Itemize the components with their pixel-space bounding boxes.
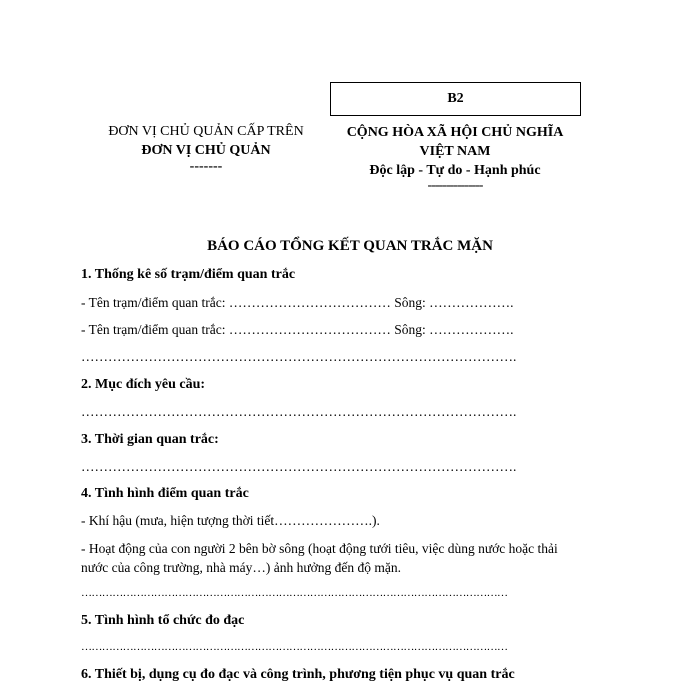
section-4-activity-line-cont: nước của công trường, nhà máy…) ảnh hưởng đến độ mặn. (81, 560, 402, 575)
section-1-fill-line: ……………………………………………………………………………………. (81, 349, 517, 364)
section-4-heading: 4. Tình hình điểm quan trắc (81, 486, 249, 501)
parent-agency-name: ĐƠN VỊ CHỦ QUẢN CẤP TRÊN (108, 124, 304, 139)
form-code: B2 (447, 91, 464, 106)
section-5-heading: 5. Tình hình tổ chức đo đạc (81, 613, 245, 628)
section-3-heading: 3. Thời gian quan trắc: (81, 432, 219, 447)
section-4-fill-line: …………………………………………………………………………………………………………… (81, 587, 508, 599)
agency-name: ĐƠN VỊ CHỦ QUẢN (141, 143, 271, 158)
issuing-agency-header (88, 122, 324, 174)
section-5-fill-line: …………………………………………………………………………………………………………… (81, 641, 508, 653)
section-1-heading: 1. Thống kê số trạm/điểm quan trắc (81, 267, 296, 282)
section-1-station-line: - Tên trạm/điểm quan trắc: ……………………………… Sông: ………………. (81, 322, 514, 337)
country-name-line2: VIỆT NAM (419, 144, 491, 159)
country-name-line1: CỘNG HÒA XÃ HỘI CHỦ NGHĨA (346, 125, 564, 140)
section-6-heading: 6. Thiết bị, dụng cụ đo đạc và công trình, phương tiện phục vụ quan trắc (81, 667, 515, 682)
section-1-station-line: - Tên trạm/điểm quan trắc: ……………………………… Sông: ………………. (81, 295, 514, 310)
section-3-fill-line: ……………………………………………………………………………………. (81, 459, 517, 474)
section-2-heading: 2. Mục đích yêu cầu: (81, 377, 206, 392)
motto-divider: --------------- (427, 178, 483, 193)
section-4-climate-line: - Khí hậu (mưa, hiện tượng thời tiết………………….). (81, 513, 380, 528)
national-motto-header (325, 123, 585, 192)
national-motto: Độc lập - Tự do - Hạnh phúc (369, 163, 541, 178)
section-4-activity-line: - Hoạt động của con người 2 bên bờ sông (hoạt động tưới tiêu, việc dùng nước hoặc thải (81, 541, 558, 556)
document-title: BÁO CÁO TỔNG KẾT QUAN TRẮC MẶN (207, 238, 493, 254)
agency-divider: ------- (189, 159, 223, 174)
section-2-fill-line: ……………………………………………………………………………………. (81, 404, 517, 419)
form-code-box (330, 82, 581, 116)
